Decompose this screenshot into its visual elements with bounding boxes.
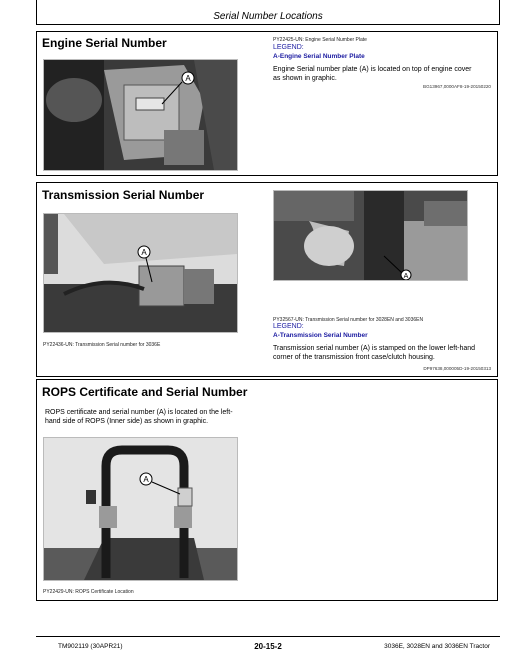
footer-page-number: 20-15-2: [254, 642, 282, 651]
transmission-description: Transmission serial number (A) is stamped on the lower left-hand corner of the transmission front case/clutch housing.: [273, 345, 476, 361]
engine-serial-section: [36, 31, 498, 176]
transmission-image-ref-right: PY32567-UN: Transmission Serial number for 3028EN and 3036EN: [273, 317, 424, 323]
engine-doc-ref: BG13967,0000AF8-19-20150220: [423, 84, 491, 89]
rops-section-title: ROPS Certificate and Serial Number: [42, 385, 248, 399]
transmission-legend-item: A-Transmission Serial Number: [273, 332, 368, 339]
transmission-serial-section: [36, 182, 498, 377]
transmission-section-title: Transmission Serial Number: [42, 188, 205, 202]
transmission-doc-ref: DP97638,000005D-19-20150313: [423, 366, 491, 371]
transmission-callout-left: A: [141, 248, 147, 257]
engine-legend-item: A-Engine Serial Number Plate: [273, 53, 365, 60]
engine-photo: [43, 59, 238, 171]
rops-image-ref: PY22429-UN: ROPS Certificate Location: [43, 589, 134, 595]
page-header-title: Serial Number Locations: [213, 11, 323, 22]
rops-section: [36, 379, 498, 601]
footer-model: 3036E, 3028EN and 3036EN Tractor: [384, 643, 490, 650]
transmission-callout-right: A: [403, 273, 409, 280]
transmission-legend-heading: LEGEND:: [273, 323, 304, 330]
rops-description: ROPS certificate and serial number (A) is located on the left-hand side of ROPS (Inner side) as shown in graphic.: [45, 409, 233, 425]
engine-section-title: Engine Serial Number: [42, 36, 167, 50]
page-header: [36, 0, 500, 25]
rops-callout-a: A: [143, 475, 149, 484]
engine-callout-a: A: [185, 74, 191, 83]
transmission-image-ref-left: PY22436-UN: Transmission Serial number for 3036E: [43, 342, 161, 348]
transmission-photo-3028en-3036en: [273, 190, 468, 281]
footer-manual-id: TM902119 (30APR21): [58, 643, 123, 650]
transmission-photo-3036e: [43, 213, 238, 333]
rops-photo: [43, 437, 238, 581]
engine-image-ref: PY22425-UN: Engine Serial Number Plate: [273, 37, 367, 43]
engine-legend-heading: LEGEND:: [273, 44, 304, 51]
page-footer: [36, 636, 500, 657]
engine-description: Engine Serial number plate (A) is located on top of engine cover as shown in graphic.: [273, 66, 472, 82]
